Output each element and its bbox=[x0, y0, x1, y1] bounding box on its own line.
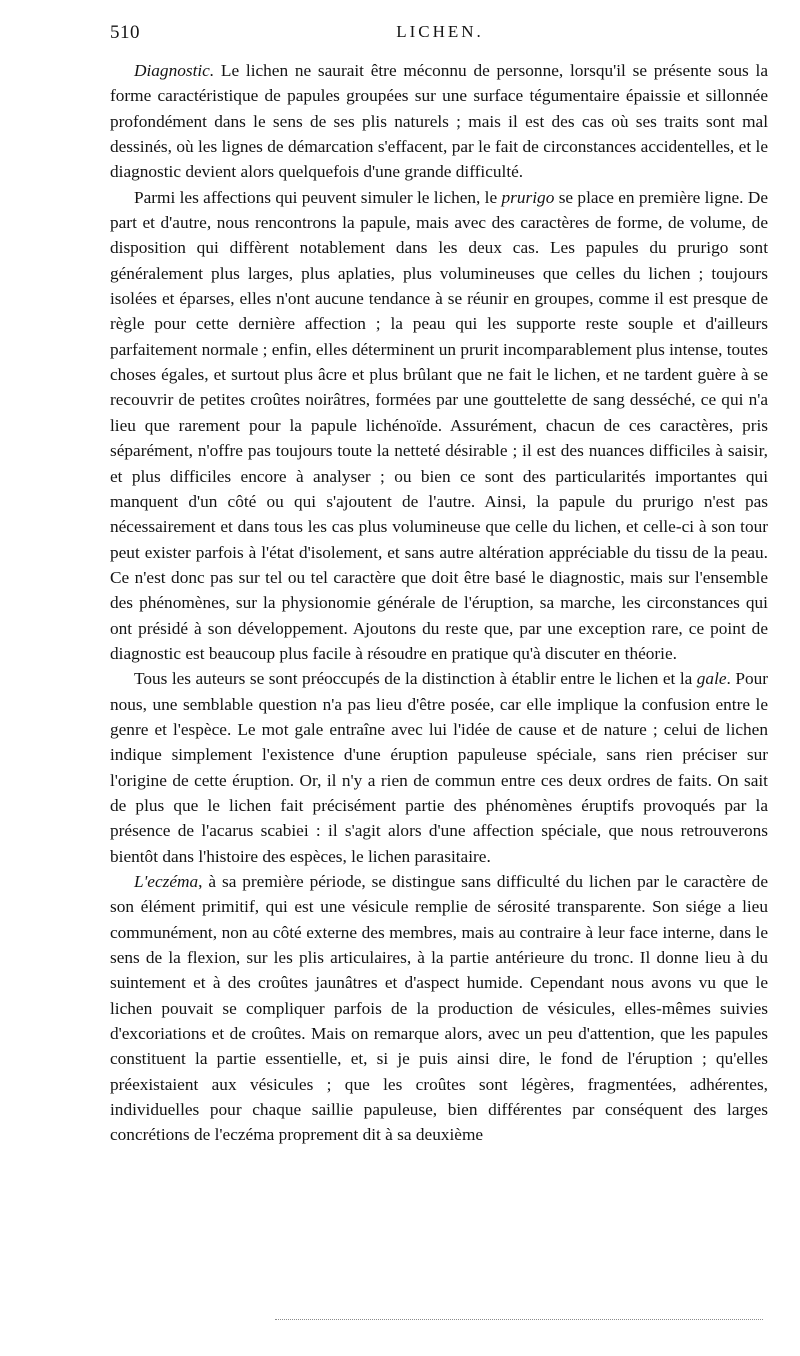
footer-rule bbox=[275, 1319, 763, 1320]
body-text bbox=[110, 58, 768, 1148]
running-title: LICHEN. bbox=[396, 22, 484, 41]
page-header bbox=[110, 22, 770, 46]
paragraph-text: , à sa première période, se distingue sans difficulté du lichen par le caractère de son élément primitif, qui est une vésicule remplie de sérosité transparente. Son siége a lieu communément, non au côté externe des membres, mais au contraire à leur face interne, dans le sens de la flexion, sur les plis articulaires, à la partie antérieure du tronc. Il donne lieu à du suintement et à des croûtes jaunâtres et d'aspect humide. Cependant nous avons vu que le lichen pouvait se compliquer parfois de la production de vésicules, elles-mêmes suivies d'excoriations et de croûtes. Mais on remarque alors, avec un peu d'attention, que les papules constituent la partie essentielle, et, si je puis ainsi dire, le fond de l'éruption ; qu'elles préexistaient aux vésicules ; que les croûtes sont légères, fragmentées, adhérentes, individuelles pour chaque saillie papuleuse, bien différentes par conséquent des larges concrétions de l'eczéma proprement dit à sa deuxième bbox=[110, 872, 768, 1145]
paragraph-eczema bbox=[110, 869, 768, 1148]
paragraph-text: Parmi les affections qui peuvent simuler le lichen, le bbox=[134, 187, 502, 207]
paragraph-text: Tous les auteurs se sont préoccupés de la distinction à établir entre le lichen et la bbox=[134, 669, 697, 689]
italic-term: gale bbox=[696, 669, 727, 689]
paragraph-prurigo bbox=[110, 185, 768, 667]
section-lead: Diagnostic. bbox=[134, 61, 215, 80]
paragraph-diagnostic bbox=[110, 58, 768, 185]
italic-term: prurigo bbox=[501, 187, 555, 207]
italic-term: L'eczéma bbox=[134, 872, 199, 891]
paragraph-text: . Pour nous, une semblable question n'a pas lieu d'être posée, car elle implique la confusion entre le genre et l'espèce. Le mot gale entraîne avec lui l'idée de cause et de nature ; celui de lichen indique simplement l'existence d'une éruption papuleuse spéciale, sans rien préciser sur l'origine de cette éruption. Or, il n'y a rien de commun entre ces deux ordres de faits. On sait de plus que le lichen fait précisément partie des phénomènes éruptifs provoqués par la présence de l'acarus scabiei : il s'agit alors d'une affection spéciale, que nous retrouverons bientôt dans l'histoire des espèces, le lichen parasitaire. bbox=[110, 669, 768, 866]
paragraph-text: Le lichen ne saurait être méconnu de personne, lorsqu'il se présente sous la forme caractéristique de papules groupées sur une surface tégumentaire épaissie et sillonnée profondément dans le sens de ses plis naturels ; mais il est des cas où ses traits sont mal dessinés, où les lignes de démarcation s'effacent, par le fait de circonstances accidentelles, et le diagnostic devient alors quelquefois d'une grande difficulté. bbox=[110, 61, 768, 182]
page-number: 510 bbox=[110, 22, 140, 43]
paragraph-gale bbox=[110, 666, 768, 869]
paragraph-text: se place en première ligne. De part et d'autre, nous rencontrons la papule, mais avec des caractères de forme, de volume, de disposition qui diffèrent notablement dans les deux cas. Les papules du prurigo sont généralement plus larges, plus aplaties, plus volumineuses que celles du lichen ; toujours isolées et éparses, elles n'ont aucune tendance à se réunir en groupes, comme il est presque de règle pour cette dernière affection ; la peau qui les supporte reste souple et d'ailleurs parfaitement normale ; enfin, elles déterminent un prurit incomparablement plus intense, toutes choses égales, et surtout plus âcre et plus brûlant que ne fait le lichen, et ne tardent guère à se recouvrir de petites croûtes noirâtres, formées par une gouttelette de sang desséché, ce qui n'a lieu que rarement pour la papule lichénoïde. Assurément, chacun de ces caractères, pris séparément, n'offre pas toujours toute la netteté désirable ; il est des nuances difficiles à saisir, et plus difficiles encore à analyser ; ou bien ce sont des particularités importantes qui manquent d'un côté ou qui s'ajoutent de l'autre. Ainsi, la papule du prurigo n'est pas nécessairement et dans tous les cas plus volumineuse que celle du lichen, et celle-ci à son tour peut exister parfois à l'état d'isolement, et sans autre altération appréciable du tissu de la peau. Ce n'est donc pas sur tel ou tel caractère que doit être basé le diagnostic, mais sur l'ensemble des phénomènes, sur la physionomie générale de l'éruption, sa marche, les circonstances qui ont présidé à son développement. Ajoutons du reste que, par une exception rare, ce point de diagnostic est beaucoup plus facile à résoudre en pratique qu'à discuter en théorie. bbox=[110, 187, 768, 663]
